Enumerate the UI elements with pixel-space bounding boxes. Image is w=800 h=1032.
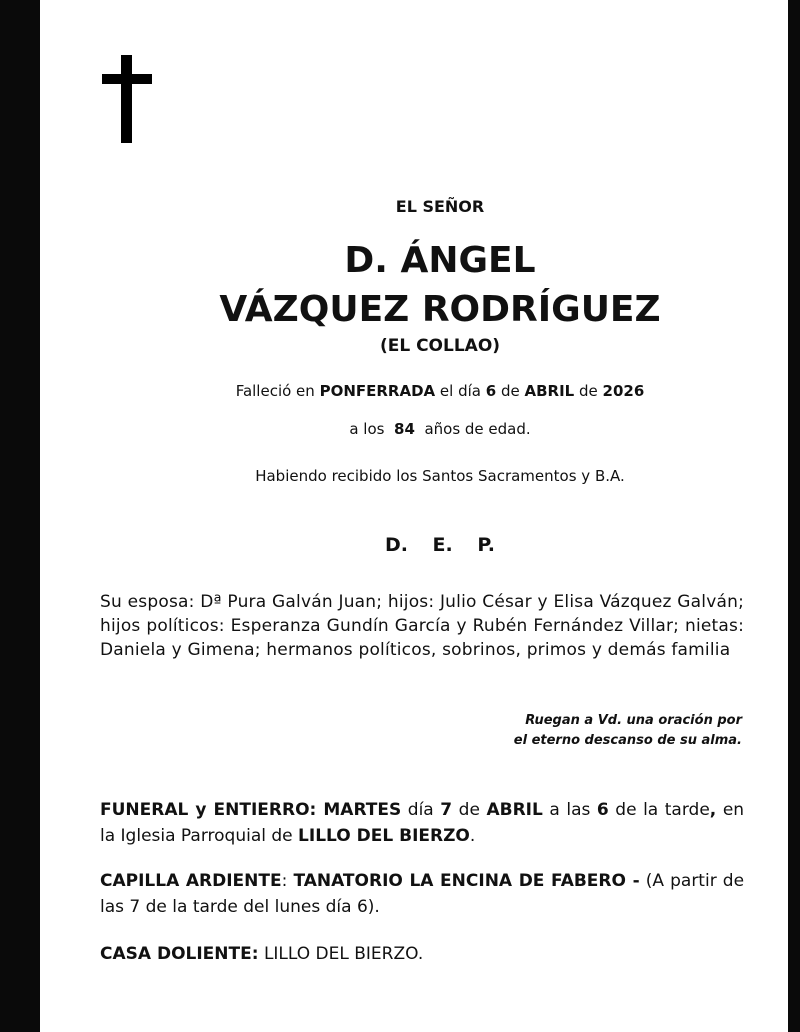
death-info: Falleció en PONFERRADA el día 6 de ABRIL de 2026 [235,382,645,400]
deceased-name-line1: D. ÁNGEL [344,240,536,281]
right-border [788,0,800,1032]
chapel-info: CAPILLA ARDIENTE: TANATORIO LA ENCINA DE FABERO - (A partir de las 7 de la tarde del lunes día 6). [100,871,745,917]
dep-text: D. E. P. [384,534,496,556]
deceased-name-line2: VÁZQUEZ RODRÍGUEZ [219,289,661,330]
age-info: a los 84 años de edad. [349,420,531,438]
left-border [0,0,40,1032]
mourning-house-info: CASA DOLIENTE: LILLO DEL BIERZO. [100,944,424,964]
cross-icon [102,55,152,143]
funeral-info: FUNERAL y ENTIERRO: MARTES día 7 de ABRIL a las 6 de la tarde, en la Iglesia Parroquial de LILLO DEL BIERZO. [100,800,745,846]
honorific: EL SEÑOR [395,197,485,216]
prayer-line1: Ruegan a Vd. una oración por [525,713,742,728]
nickname: (EL COLLAO) [379,336,501,356]
prayer-request [514,711,742,751]
prayer-line2: el eterno descanso de su alma. [513,733,742,748]
family-text: Su esposa: Dª Pura Galván Juan; hijos: Julio César y Elisa Vázquez Galván; hijos políticos: Esperanza Gundín García y Rubén Fernández Villar; nietas: Daniela y Gimena; hermanos políticos, sobrinos, primos y demás familia [100,592,744,660]
sacraments-text: Habiendo recibido los Santos Sacramentos y B.A. [255,467,625,485]
